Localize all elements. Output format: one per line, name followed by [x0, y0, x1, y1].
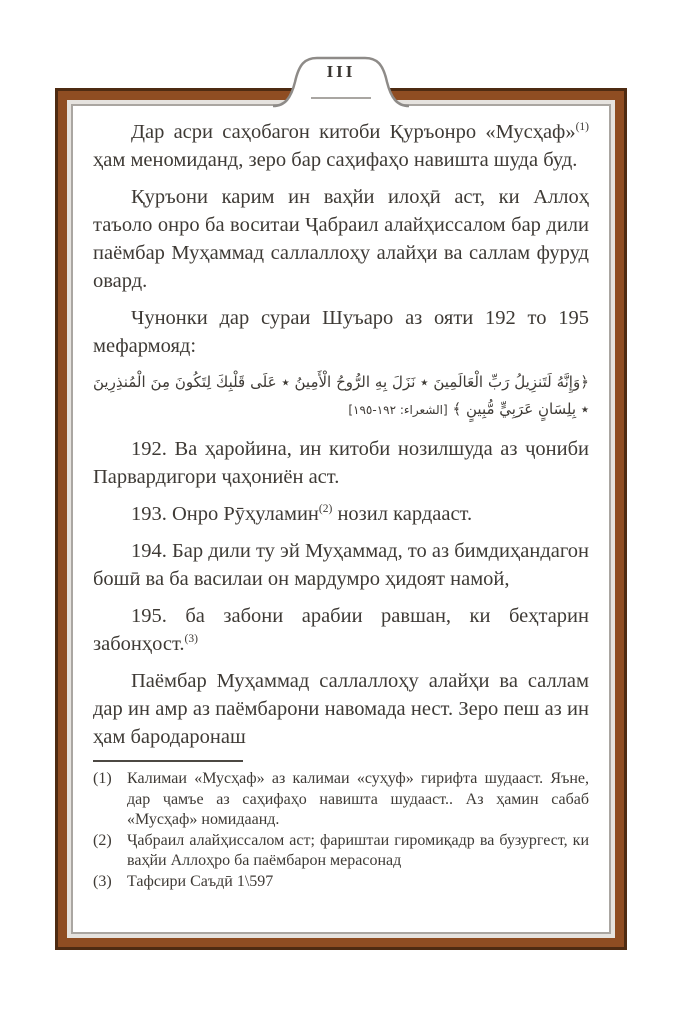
footnote-item	[93, 831, 589, 872]
paragraph-text: 193. Онро Рӯҳуламин	[131, 503, 319, 525]
arabic-verse-text: ﴿وَإِنَّهُ لَتَنزِيلُ رَبِّ الْعَالَمِينَ ٭ نَزَلَ بِهِ الرُّوحُ الْأَمِينُ ٭ عَلَى قَلْبِكَ لِتَكُونَ مِنَ الْمُنذِرِينَ ٭ بِلِسَانٍ عَرَبِيٍّ مُّبِينٍ ﴾	[93, 373, 589, 418]
footnote-number: (2)	[93, 831, 112, 849]
paragraph	[93, 537, 589, 593]
surah-reference: [الشعراء: ١٩٢-١٩٥]	[348, 403, 448, 417]
paragraph-text: Паёмбар Муҳаммад саллаллоҳу алайҳи ва саллам дар ин амр аз паёмбарони навомада нест. Зеро пеш аз ин ҳам бародаронаш	[93, 670, 589, 748]
footnote-text: Ҷабраил алайҳиссалом аст; фариштаи гиромиқадр ва бузургест, ки ваҳйи Аллоҳро ба паёмбарон мерасонад	[127, 831, 589, 869]
page-number-tab	[271, 52, 411, 108]
paragraph	[93, 667, 589, 751]
footnote-text: Калимаи «Мусҳаф» аз калимаи «суҳуф» гирифта шудааст. Яъне, дар ҷамъе аз саҳифаҳо навишта шудааст.. Аз ҳамин сабаб «Мусҳаф» номидаанд.	[127, 770, 589, 828]
footnote-marker: (1)	[575, 121, 589, 134]
footnotes-list	[93, 769, 589, 892]
footnote-separator	[93, 760, 243, 762]
paragraph	[93, 435, 589, 491]
body-paragraphs	[93, 118, 589, 751]
footnote-item	[93, 769, 589, 831]
paragraph-text: Дар асри саҳобагон китоби Қуръонро «Мусҳаф»	[131, 121, 576, 143]
page-number: III	[326, 62, 356, 81]
paragraph	[93, 304, 589, 360]
paragraph-text: нозил кардааст.	[332, 503, 473, 525]
page-number-underline	[311, 97, 371, 99]
border-light-band	[67, 100, 615, 938]
paragraph-text: 192. Ва ҳаройина, ин китоби нозилшуда аз ҷониби Парвардигори ҷаҳониён аст.	[93, 438, 589, 488]
footnote-item	[93, 872, 589, 893]
footnote-marker: (3)	[184, 633, 198, 646]
paragraph	[93, 500, 589, 528]
text-area	[71, 104, 611, 934]
quran-verse-arabic	[93, 369, 589, 424]
footnote-text: Тафсири Саъдӣ 1\597	[127, 872, 274, 890]
footnote-marker: (2)	[318, 503, 333, 516]
paragraph-text: ҳам меномиданд, зеро бар саҳифаҳо навишта шуда буд.	[93, 149, 578, 171]
footnote-number: (1)	[93, 770, 112, 787]
paragraph	[93, 602, 589, 658]
paragraph-text: Қуръони карим ин ваҳйи илоҳӣ аст, ки Аллоҳ таъоло онро ба воситаи Ҷабраил алайҳиссалом бар дили паёмбар Муҳаммад саллаллоҳу алайҳи ва саллам фуруд овард.	[93, 186, 589, 292]
paragraph-text: Чунонки дар сураи Шуъаро аз ояти 192 то 195 мефармояд:	[93, 307, 589, 357]
paragraph-text: 194. Бар дили ту эй Муҳаммад, то аз бимдиҳандагон бошӣ ва ба василаи он мардумро ҳидоят намой,	[93, 540, 589, 590]
footnote-number: (3)	[93, 872, 112, 890]
paragraph	[93, 118, 589, 174]
paragraph-text: 195. ба забони арабии равшан, ки беҳтарин забонҳост.	[93, 605, 589, 655]
decorative-border	[55, 88, 627, 950]
paragraph	[93, 183, 589, 295]
